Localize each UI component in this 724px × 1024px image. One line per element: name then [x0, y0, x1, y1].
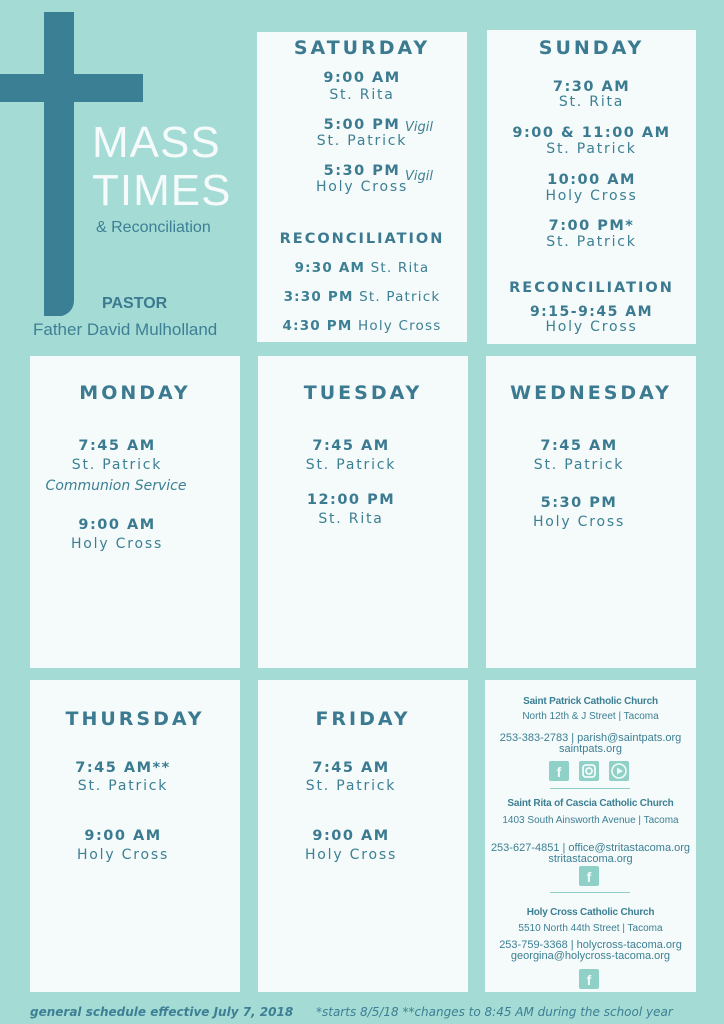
- reconciliation-row: [257, 260, 467, 276]
- reconciliation-row: [257, 318, 467, 334]
- church-contact[interactable]: 253-759-3368 | holycross-tacoma.org: [499, 939, 682, 951]
- mass-time: 5:30 PM: [540, 495, 618, 511]
- church-contact[interactable]: 253-383-2783 | parish@saintpats.org: [499, 732, 682, 744]
- day-heading: FRIDAY: [315, 708, 411, 730]
- day-heading: SUNDAY: [538, 37, 645, 59]
- mass-time: 7:45 AM: [540, 438, 618, 454]
- mass-time: 12:00 PM: [306, 492, 396, 508]
- mass-place: St. Rita: [558, 94, 625, 110]
- reconciliation-time: 4:30 PM: [282, 318, 353, 334]
- reconciliation-heading: RECONCILIATION: [509, 280, 674, 296]
- sunday-card: [487, 30, 696, 344]
- mass-time: 9:00 & 11:00 AM: [512, 125, 671, 141]
- church-name: Saint Rita of Cascia Catholic Church: [507, 798, 674, 809]
- day-heading: THURSDAY: [65, 708, 205, 730]
- youtube-icon[interactable]: [609, 761, 629, 781]
- page-title-line1: MASS: [92, 118, 221, 167]
- mass-note: Vigil: [405, 120, 433, 135]
- mass-place: St. Patrick: [71, 457, 163, 473]
- tuesday-card: [258, 356, 468, 668]
- footer-effective: general schedule effective July 7, 2018: [30, 1005, 294, 1019]
- divider: [550, 788, 630, 789]
- mass-place: Holy Cross: [76, 847, 170, 863]
- church-contact[interactable]: 253-627-4851 | office@stritastacoma.org: [490, 842, 691, 854]
- reconciliation-time: 9:15-9:45 AM: [529, 304, 654, 320]
- mass-place: St. Patrick: [305, 778, 397, 794]
- mass-time: 9:00 AM: [84, 828, 162, 844]
- mass-place: St. Patrick: [546, 234, 637, 250]
- reconciliation-place: Holy Cross: [358, 318, 442, 334]
- church-email[interactable]: georgina@holycross-tacoma.org: [510, 950, 671, 962]
- church-website[interactable]: saintpats.org: [559, 743, 622, 755]
- page-title-line2: TIMES: [92, 166, 232, 215]
- mass-time: 5:00 PM: [323, 117, 401, 133]
- day-heading: WEDNESDAY: [510, 382, 672, 404]
- mass-time: 7:45 AM: [78, 438, 156, 454]
- reconciliation-place: St. Patrick: [359, 289, 441, 305]
- reconciliation-place: St. Rita: [370, 260, 430, 276]
- reconciliation-place: Holy Cross: [545, 319, 638, 335]
- footer-notes: *starts 8/5/18 **changes to 8:45 AM during the school year: [316, 1005, 673, 1019]
- day-heading: TUESDAY: [303, 382, 423, 404]
- monday-card: [30, 356, 240, 668]
- friday-card: [258, 680, 468, 992]
- mass-place: St. Patrick: [77, 778, 169, 794]
- saturday-card: [257, 32, 467, 342]
- facebook-icon[interactable]: f: [579, 866, 599, 886]
- church-address: 5510 North 44th Street | Tacoma: [518, 923, 663, 934]
- facebook-icon[interactable]: f: [549, 761, 569, 781]
- mass-time: 7:45 AM: [312, 760, 390, 776]
- divider: [550, 892, 630, 893]
- facebook-icon[interactable]: f: [579, 969, 599, 989]
- day-heading: SATURDAY: [293, 37, 431, 59]
- mass-place: St. Patrick: [546, 141, 637, 157]
- church-name: Holy Cross Catholic Church: [526, 907, 655, 918]
- church-address: North 12th & J Street | Tacoma: [522, 711, 659, 722]
- church-address: 1403 South Ainsworth Avenue | Tacoma: [502, 815, 679, 826]
- mass-note: Communion Service: [45, 478, 187, 494]
- mass-place: Holy Cross: [304, 847, 398, 863]
- mass-time: 10:00 AM: [547, 172, 636, 188]
- reconciliation-time: 3:30 PM: [283, 289, 354, 305]
- church-website[interactable]: stritastacoma.org: [548, 853, 633, 865]
- pastor-name: Father David Mulholland: [33, 320, 218, 339]
- reconciliation-heading: RECONCILIATION: [279, 231, 445, 247]
- thursday-card: [30, 680, 240, 992]
- church-name: Saint Patrick Catholic Church: [523, 696, 658, 707]
- mass-place: St. Patrick: [305, 457, 397, 473]
- mass-place: St. Rita: [329, 87, 395, 103]
- mass-note: Vigil: [405, 169, 433, 184]
- mass-time: 7:00 PM*: [548, 218, 635, 234]
- mass-place: Holy Cross: [545, 188, 638, 204]
- mass-time: 7:30 AM: [552, 79, 631, 95]
- mass-place: Holy Cross: [532, 514, 626, 530]
- contacts-card: [485, 680, 696, 992]
- mass-place: Holy Cross: [315, 179, 409, 195]
- mass-place: Holy Cross: [70, 536, 164, 552]
- reconciliation-time: 9:30 AM: [294, 260, 366, 276]
- instagram-icon[interactable]: [579, 761, 599, 781]
- mass-place: St. Patrick: [533, 457, 625, 473]
- mass-place: St. Rita: [318, 511, 384, 527]
- page-subtitle: & Reconciliation: [96, 219, 211, 236]
- mass-time: 7:45 AM**: [75, 760, 171, 776]
- day-heading: MONDAY: [79, 382, 191, 404]
- mass-time: 5:30 PM: [323, 163, 401, 179]
- mass-time: 9:00 AM: [78, 517, 156, 533]
- mass-time: 7:45 AM: [312, 438, 390, 454]
- mass-time: 9:00 AM: [312, 828, 390, 844]
- reconciliation-row: [257, 289, 467, 305]
- mass-place: St. Patrick: [316, 133, 408, 149]
- pastor-label: PASTOR: [102, 295, 168, 312]
- mass-time: 9:00 AM: [323, 70, 401, 86]
- wednesday-card: [486, 356, 696, 668]
